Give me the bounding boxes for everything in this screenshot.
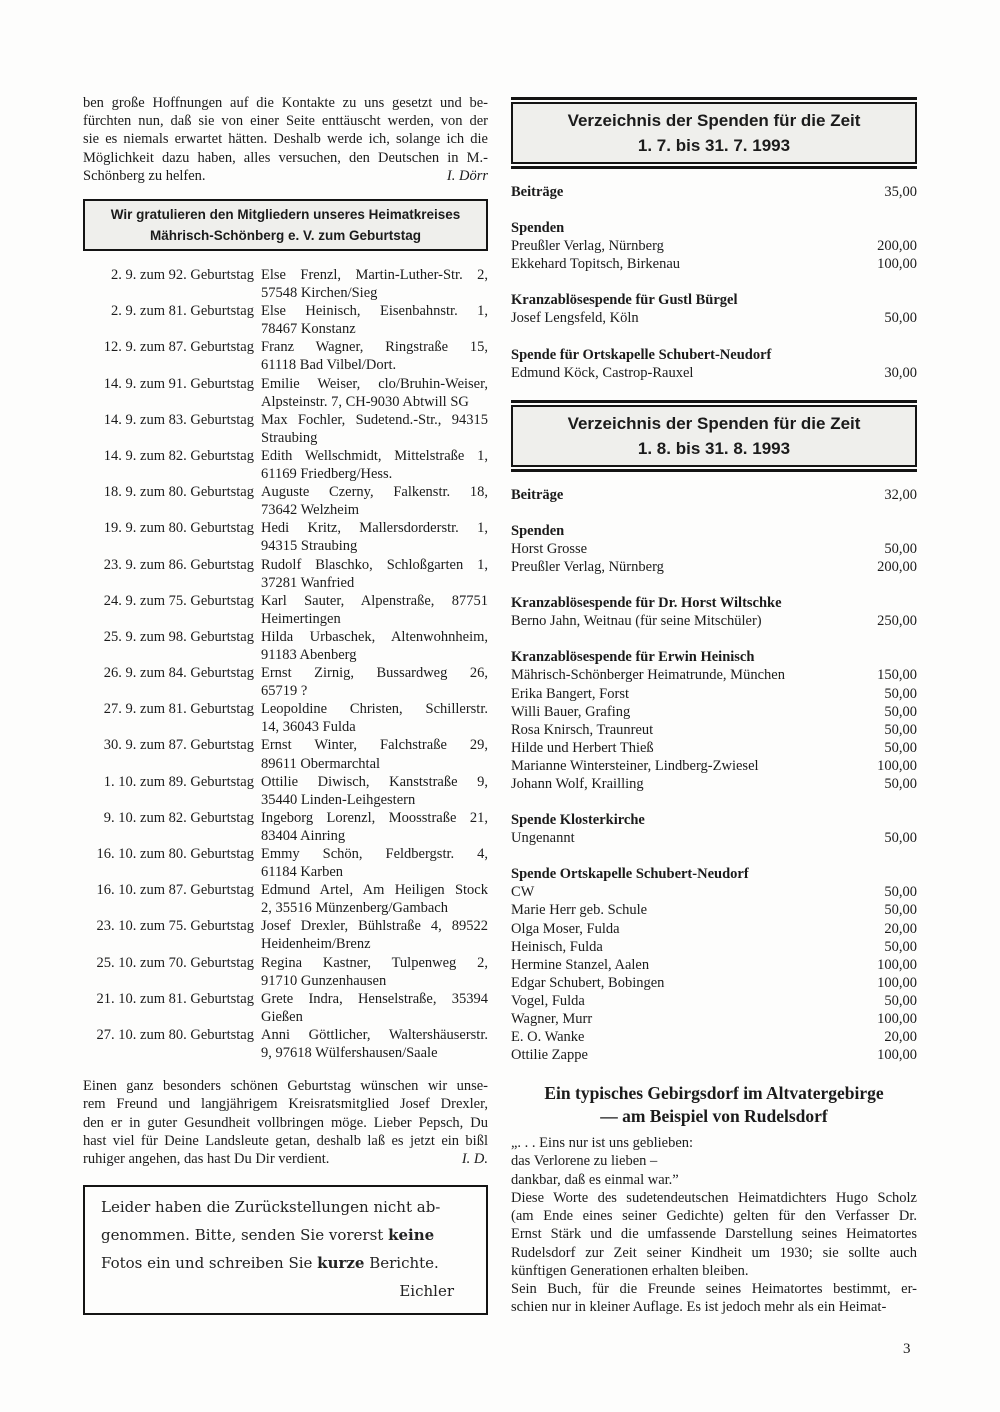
donor-name: Erika Bangert, Forst [511,685,629,702]
donation-row [511,540,917,558]
paragraph-line: sie es niemals erwartet hätten. Deshalb werde ich, solange ich die [83,131,488,148]
donations-box-july [511,102,917,164]
donations-box-august [511,405,917,467]
donation-group-header [511,811,917,829]
donation-amount: 50,00 [884,703,917,720]
birthday-line: Emmy Schön, Feldbergstr. 4, [261,846,488,863]
donation-row [511,255,917,273]
article-title-line1: Ein typisches Gebirgsdorf im Altvatergebirge [544,1083,884,1104]
birthday-line: Else Heinisch, Eisenbahnstr. 1, [261,303,488,320]
donation-group [511,486,917,504]
birthday-row [83,809,488,845]
birthday-row [83,664,488,700]
birthday-line: Heidenheim/Brenz [261,936,371,953]
paragraph-line: ben große Hoffnungen auf die Kontakte zu uns gesetzt und be- [83,95,488,111]
birthday-date: 26. 9. zum 84. Geburtstag [103,665,254,682]
birthday-person [261,556,488,592]
donation-amount: 50,00 [884,721,917,738]
birthday-row [83,483,488,519]
donation-amount: 50,00 [884,830,917,847]
birthday-list [83,266,488,1062]
note-text: Leider haben die Zurückstellungen nicht ab- [101,1198,441,1217]
donation-amount: 35,00 [884,184,917,200]
birthday-line: Regina Kastner, Tulpenweg 2, [261,954,488,971]
birthday-line: Straubing [261,429,318,446]
donor-name: E. O. Wanke [511,1029,585,1046]
birthday-line: 89611 Obermarchtal [261,755,381,772]
donation-group-header [511,486,917,504]
birthday-line: Rudolf Blaschko, Schloßgarten 1, [261,556,488,573]
birthday-row [83,990,488,1026]
birthday-date: 14. 9. zum 83. Geburtstag [103,411,254,428]
donation-group [511,811,917,847]
birthday-person [261,266,488,302]
paragraph-line: künftigen Generationen erhalten bleiben. [511,1262,749,1279]
donation-group [511,865,917,1064]
birthday-line: 91183 Abenberg [261,646,357,663]
note-signature: Eichler [399,1282,454,1301]
donor-name: Heinisch, Fulda [511,938,603,955]
donation-group-title: Spenden [511,522,565,539]
donation-row [511,703,917,721]
donation-amount: 100,00 [877,1047,917,1064]
birthday-line: Karl Sauter, Alpenstraße, 87751 [261,592,488,609]
intro-paragraph [83,94,488,185]
donation-row [511,721,917,739]
birthday-date: 14. 9. zum 82. Geburtstag [103,447,254,464]
paragraph-line: Einen ganz besonders schönen Geburtstag wünschen wir unse- [83,1078,488,1095]
birthday-line: Alpsteinstr. 7, CH-9030 Abtwill SG [261,393,469,410]
birthday-person [261,664,488,700]
paragraph-text: Schönberg zu helfen. [83,167,206,184]
donation-row [511,685,917,703]
donation-group [511,291,917,327]
donation-amount: 200,00 [877,238,917,255]
note-text: Fotos ein und schreiben Sie [101,1254,318,1273]
donation-amount: 250,00 [877,613,917,630]
birthday-person [261,917,488,953]
donation-row [511,956,917,974]
birthday-row [83,592,488,628]
donations-box-july-period: 1. 7. bis 31. 7. 1993 [637,136,791,155]
birthday-row [83,519,488,555]
note-lines [101,1193,472,1277]
donation-row [511,757,917,775]
birthday-row [83,700,488,736]
birthday-date: 23. 10. zum 75. Geburtstag [96,918,254,935]
poem-line: dankbar, daß es einmal war.” [511,1171,679,1188]
birthday-person [261,736,488,772]
donation-row [511,992,917,1010]
birthday-row [83,917,488,953]
birthday-line: Ottilie Diwisch, Kanststraße 9, [261,773,488,790]
birthday-line: 91710 Gunzenhausen [261,972,387,989]
paragraph-line: (am Ende eines seiner Gedichte) gelten für den Verfasser Dr. [511,1208,917,1225]
editor-note-box [83,1185,488,1315]
donor-name: Vogel, Fulda [511,992,585,1009]
donation-group [511,522,917,576]
birthday-row [83,338,488,374]
birthday-line: 2, 35516 Münzenberg/Gambach [261,900,448,917]
donor-name: Ottilie Zappe [511,1047,588,1064]
birthday-row [83,302,488,338]
birthday-person [261,592,488,628]
note-bold-word: keine [388,1226,435,1245]
donation-row [511,901,917,919]
donation-row [511,1046,917,1064]
birthday-line: 61169 Friedberg/Hess. [261,466,393,483]
donor-name: Wagner, Murr [511,1011,593,1027]
note-line [101,1193,472,1221]
birthday-row [83,881,488,917]
donation-row [511,974,917,992]
donation-group-title: Spende Klosterkirche [511,812,645,829]
birthday-row [83,375,488,411]
donation-group-header [511,346,917,364]
note-text: genommen. Bitte, senden Sie vorerst [101,1226,389,1245]
donation-amount: 50,00 [884,540,917,557]
paragraph-line: schien nur in kleiner Auflage. Es ist jedoch mehr als ein Heimat- [511,1299,887,1316]
birthday-line: 57548 Kirchen/Sieg [261,285,378,302]
congrats-line2: Mährisch-Schönberg e. V. zum Geburtstag [149,228,422,244]
donor-name: Preußler Verlag, Nürnberg [511,238,664,255]
donation-amount: 100,00 [877,1011,917,1027]
donation-group [511,219,917,273]
birthday-line: 35440 Linden-Leihgestern [261,791,416,808]
birthday-line: Auguste Czerny, Falkenstr. 18, [261,484,488,501]
donor-name: Olga Moser, Fulda [511,920,620,937]
left-column [83,94,488,1315]
paragraph-line: hast viel für Deine Landsleute getan, deshalb laß es jetzt ein bißl [83,1132,488,1149]
birthday-line: 61118 Bad Vilbel/Dort. [261,357,397,374]
birthday-row [83,266,488,302]
donation-group [511,346,917,382]
donor-name: Edgar Schubert, Bobingen [511,974,665,991]
poem-line: das Verlorene zu lieben – [511,1153,658,1170]
birthday-line: 78467 Konstanz [261,321,356,338]
birthday-line: Edmund Artel, Am Heiligen Stock [261,882,488,899]
birthday-line: Heimertingen [261,610,341,627]
paragraph-line: den er in guter Gesundheit vollbringen möge. Lieber Pepsch, Du [83,1114,488,1131]
birthday-person [261,773,488,809]
birthday-person [261,990,488,1026]
birthday-date: 19. 9. zum 80. Geburtstag [103,520,254,537]
birthday-person [261,375,488,411]
birthday-date: 21. 10. zum 81. Geburtstag [96,990,254,1007]
donor-name: Willi Bauer, Grafing [511,703,631,720]
donations-box-august-title: Verzeichnis der Spenden für die Zeit [567,413,861,433]
note-line [101,1221,472,1249]
birthday-line: Anni Göttlicher, Waltershäuserstr. [261,1026,488,1043]
birthday-row [83,447,488,483]
donation-group-header [511,865,917,883]
birthday-person [261,302,488,338]
paragraph-line: Rudelsdorf zur Zeit seiner Kindheit um 1930; sie sollte auch [511,1244,917,1261]
birthday-date: 9. 10. zum 82. Geburtstag [103,809,254,826]
birthday-date: 23. 9. zum 86. Geburtstag [103,556,254,573]
donation-amount: 50,00 [884,992,917,1009]
donation-group-title: Spende für Ortskapelle Schubert-Neudorf [511,346,772,363]
birthday-row [83,1026,488,1062]
donation-amount: 200,00 [877,559,917,576]
donation-group-title: Spenden [511,220,565,237]
birthday-date: 16. 10. zum 87. Geburtstag [96,882,254,899]
donation-row [511,739,917,757]
donor-name: Mährisch-Schönberger Heimatrunde, München [511,667,785,684]
birthday-line: Grete Indra, Henselstraße, 35394 [261,990,488,1007]
birthday-date: 12. 9. zum 87. Geburtstag [103,339,254,356]
donations-box-july-title: Verzeichnis der Spenden für die Zeit [567,111,861,130]
donation-amount: 20,00 [884,920,917,937]
birthday-row [83,736,488,772]
donation-amount: 100,00 [877,956,917,973]
page-number: 3 [903,1341,911,1357]
congrats-line1: Wir gratulieren den Mitgliedern unseres Heimatkreises [110,207,461,223]
birthday-line: 37281 Wanfried [261,574,355,591]
donation-amount: 32,00 [884,486,917,503]
donation-amount: 100,00 [877,974,917,991]
donation-row [511,883,917,901]
donation-amount: 50,00 [884,775,917,792]
birthday-row [83,628,488,664]
donation-group [511,183,917,201]
birthday-date: 25. 9. zum 98. Geburtstag [103,628,254,645]
birthday-date: 1. 10. zum 89. Geburtstag [103,773,254,790]
birthday-row [83,556,488,592]
article-title [511,1082,917,1128]
donation-row [511,309,917,327]
donations-box-august-frame [511,400,917,472]
birthday-line: Ingeborg Lorenzl, Moosstraße 21, [261,809,488,826]
donor-name: Ungenannt [511,830,575,847]
donation-group-header [511,219,917,237]
birthday-line: 9, 97618 Wülfershausen/Saale [261,1045,438,1062]
birthday-date: 25. 10. zum 70. Geburtstag [96,954,254,971]
donor-name: Edmund Köck, Castrop-Rauxel [511,364,694,381]
birthday-person [261,483,488,519]
donation-group-header [511,183,917,201]
donor-name: Hermine Stanzel, Aalen [511,956,650,973]
birthday-line: 94315 Straubing [261,538,358,555]
signature: I. D. [461,1150,488,1167]
birthday-line: 73642 Welzheim [261,502,360,519]
birthday-line: Ernst Winter, Falchstraße 29, [261,737,488,754]
birthday-date: 24. 9. zum 75. Geburtstag [103,592,254,609]
donation-amount: 50,00 [884,739,917,756]
birthday-date: 14. 9. zum 91. Geburtstag [103,375,254,392]
paragraph-line: rem Freund und langjährigem Kreisratsmitglied Josef Drexler, [83,1096,488,1113]
signature: I. Dörr [446,167,488,184]
donation-row [511,1028,917,1046]
article [511,1082,917,1316]
donor-name: Hilde und Herbert Thieß [511,739,654,756]
birthday-line: 83404 Ainring [261,827,346,844]
donor-name: Preußler Verlag, Nürnberg [511,559,664,576]
birthday-person [261,881,488,917]
birthday-date: 16. 10. zum 80. Geburtstag [96,846,254,863]
birthday-line: Josef Drexler, Bühlstraße 4, 89522 [261,918,488,935]
donation-group [511,648,917,793]
donation-amount: 50,00 [884,938,917,955]
birthday-person [261,700,488,736]
birthday-person [261,447,488,483]
donation-group [511,594,917,630]
birthday-date: 2. 9. zum 81. Geburtstag [111,303,254,320]
donations-list-august [511,486,917,1065]
donation-group-header [511,291,917,309]
birthday-person [261,954,488,990]
donor-name: Berno Jahn, Weitnau (für seine Mitschüler) [511,613,762,630]
closing-paragraph [83,1077,488,1168]
birthday-person [261,338,488,374]
birthday-person [261,628,488,664]
donor-name: Johann Wolf, Krailling [511,775,644,792]
donation-amount: 50,00 [884,685,917,702]
donation-group-title: Beiträge [511,184,564,200]
birthday-row [83,845,488,881]
poem-line: „. . . Eins nur ist uns geblieben: [511,1135,694,1152]
donor-name: CW [511,884,535,901]
birthday-row [83,954,488,990]
donation-group-title: Kranzablösespende für Erwin Heinisch [511,649,755,666]
birthday-line: Max Fochler, Sudetend.-Str., 94315 [261,411,488,428]
donor-name: Horst Grosse [511,540,588,557]
donation-group-title: Spende Ortskapelle Schubert-Neudorf [511,866,749,883]
donations-box-july-frame [511,97,917,169]
donation-row [511,829,917,847]
birthday-line: 14, 36043 Fulda [261,719,356,736]
donations-list-july [511,183,917,382]
birthday-line: Ernst Zirnig, Bussardweg 26, [261,665,488,682]
birthday-line: Else Frenzl, Martin-Luther-Str. 2, [261,267,488,284]
paragraph-last-line [83,167,488,185]
paragraph-line: fürchten nun, daß sie von einer Seite enttäuscht werden, von der [83,113,488,130]
donation-group-title: Kranzablösespende für Gustl Bürgel [511,292,738,309]
donation-amount: 100,00 [877,757,917,774]
note-bold-word: kurze [317,1254,365,1273]
birthday-date: 2. 9. zum 92. Geburtstag [111,267,254,284]
donor-name: Marie Herr geb. Schule [511,902,648,919]
donation-amount: 50,00 [884,884,917,901]
donation-amount: 100,00 [877,256,917,273]
donation-row [511,666,917,684]
birthday-line: Franz Wagner, Ringstraße 15, [261,339,488,356]
donation-row [511,1010,917,1028]
birthday-line: Gießen [261,1008,303,1025]
paragraph-line: Diese Worte des sudetendeutschen Heimatdichters Hugo Scholz [511,1189,917,1206]
birthday-row [83,773,488,809]
birthday-date: 27. 10. zum 80. Geburtstag [96,1026,254,1043]
donor-name: Rosa Knirsch, Traunreut [511,721,654,738]
article-poem [511,1134,917,1189]
note-text: Berichte. [364,1254,439,1273]
donation-amount: 20,00 [884,1029,917,1046]
birthday-person [261,411,488,447]
donation-row [511,920,917,938]
birthday-person [261,809,488,845]
donations-box-august-period: 1. 8. bis 31. 8. 1993 [637,438,791,458]
donation-row [511,237,917,255]
birthday-line: 65719 ? [261,683,308,700]
paragraph-line: Ernst Stärk und die umfassende Darstellung seines Heimatortes [511,1226,917,1243]
birthday-line: Hilda Urbaschek, Altenwohnheim, [261,628,488,645]
donor-name: Josef Lengsfeld, Köln [511,310,639,327]
paragraph-line: Möglichkeit dazu haben, alles versuchen, den Deutschen in M.- [83,149,488,166]
donation-amount: 30,00 [884,364,917,381]
donation-amount: 50,00 [884,310,917,327]
donation-row [511,612,917,630]
donation-row [511,775,917,793]
birthday-date: 27. 9. zum 81. Geburtstag [103,701,254,718]
donor-name: Ekkehard Topitsch, Birkenau [511,256,681,273]
birthday-line: Edith Wellschmidt, Mittelstraße 1, [261,447,488,464]
donation-group-header [511,648,917,666]
birthday-date: 18. 9. zum 80. Geburtstag [103,484,254,501]
birthday-line: 61184 Karben [261,864,344,881]
note-line [101,1249,472,1277]
paragraph-last-line [83,1150,488,1168]
donation-row [511,938,917,956]
birthday-line: Leopoldine Christen, Schillerstr. [261,701,488,718]
birthday-congrats-box [83,199,488,251]
article-paragraph-2 [511,1280,917,1316]
birthday-person [261,519,488,555]
birthday-line: Hedi Kritz, Mallersdorderstr. 1, [261,520,488,537]
donation-row [511,364,917,382]
birthday-person [261,1026,488,1062]
birthday-row [83,411,488,447]
article-title-line2: — am Beispiel von Rudelsdorf [600,1106,828,1127]
donation-group-header [511,522,917,540]
birthday-date: 30. 9. zum 87. Geburtstag [103,737,254,754]
paragraph-text: ruhiger angehen, das hast Du Dir verdient. [83,1150,330,1167]
donation-group-title: Kranzablösespende für Dr. Horst Wiltschke [511,595,782,612]
donation-group-header [511,594,917,612]
birthday-person [261,845,488,881]
paragraph-line: Sein Buch, für die Freunde seines Heimatortes bestimmt, er- [511,1280,917,1297]
birthday-line: Emilie Weiser, clo/Bruhin-Weiser, [261,375,488,392]
donation-group-title: Beiträge [511,486,564,503]
article-paragraph-1 [511,1189,917,1280]
donation-amount: 150,00 [877,667,917,684]
donation-row [511,558,917,576]
donation-amount: 50,00 [884,902,917,919]
right-column [511,97,917,1316]
donor-name: Marianne Wintersteiner, Lindberg-Zwiesel [511,757,759,774]
